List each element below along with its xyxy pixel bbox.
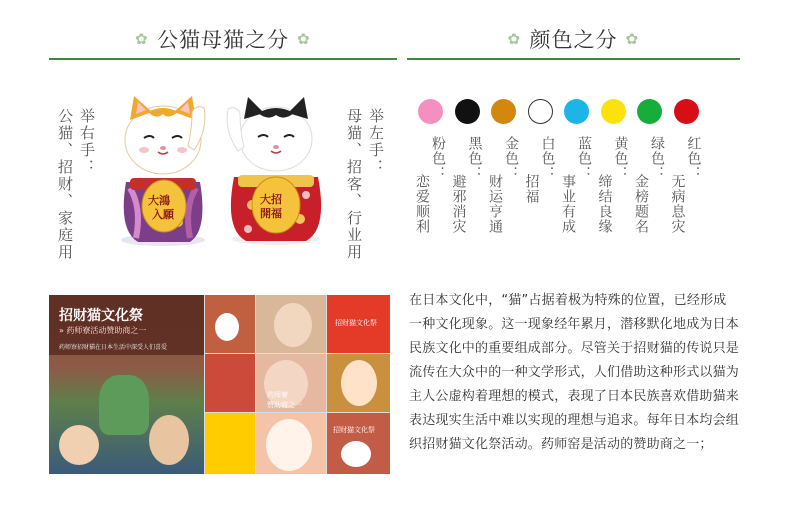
flower-icon: ✿ [625,30,639,48]
female-lucky-cat-image [218,95,336,245]
section-title-color: 颜色之分 [529,28,618,52]
color-meaning: 财运亨通 [487,174,503,234]
culture-description: 在日本文化中，“猫”占据着极为特殊的位置，已经形成一种文化现象。这一现象经年累月，潜移默化地成为日本民族文化中的重要组成部分。尽管关于招财猫的传说只是流传在大众中的一种文学形式，人们借助这种形式以猫为主人公虚构着理想的模式，表现了日本民族喜欢借助猫来表达现实生活中难以实现的理想与追求。每年日本均会组织招财猫文化祭活动。药师窑是活动的赞助商之一； [409,293,740,452]
divider-line [407,58,740,60]
banner-2-line1: 药师寮 [267,391,288,399]
color-swatch [637,99,662,124]
flower-icon: ✿ [135,30,148,48]
color-name: 粉色： [430,136,446,181]
male-lucky-cat-image [108,90,218,248]
color-swatch [601,99,626,124]
svg-text:大鴻: 大鴻 [148,194,170,207]
banner-1-text: 招财猫文化祭 [335,319,377,327]
color-meaning: 避邪消灾 [450,174,467,234]
festival-photo-2 [205,354,255,412]
color-name: 绿色： [649,136,665,181]
svg-text:大招: 大招 [260,193,282,206]
color-name: 白色： [539,136,556,181]
face-paint-photo-4 [256,413,326,474]
left-hand-label: 举左手： [367,108,385,176]
banner-2-text [267,390,302,410]
section-header-gender [49,22,397,56]
right-hand-desc: 公猫、招财、家庭用 [56,108,74,261]
color-swatch [674,99,699,124]
color-name: 黄色： [612,136,629,181]
color-swatch [491,99,516,124]
banner-3-text: 招财猫文化祭 [333,426,375,434]
banner-2-line2: 赞助商之一 [267,401,302,409]
festival-photo-main [49,295,204,474]
collage-caption: 药师寮招财猫在日本生活中深受人们喜爱 [59,344,168,351]
face-paint-photo-3 [327,354,390,412]
color-swatch [455,99,480,124]
flower-icon: ✿ [507,30,521,48]
collage-subtitle: » 药师寮活动赞助商之一 [59,326,147,335]
color-name: 金色： [503,136,519,181]
color-meaning: 缔结良缘 [596,174,613,234]
color-meaning: 金榜题名 [633,174,649,234]
festival-banner-3 [327,413,390,474]
section-title-gender: 公猫母猫之分 [157,28,289,52]
festival-photo-collage [49,295,390,474]
left-hand-desc: 母猫、招客、行业用 [345,108,363,261]
color-name: 黑色： [466,136,483,181]
svg-text:入願: 入願 [152,208,174,221]
svg-text:開福: 開福 [260,207,282,220]
color-meaning: 事业有成 [560,174,576,234]
right-hand-label: 举右手： [78,108,96,176]
divider-line [49,58,397,60]
color-swatch [418,99,443,124]
color-swatch [564,99,589,124]
color-name: 红色： [685,136,702,181]
festival-yellow-block [205,413,255,474]
color-name: 蓝色： [576,136,592,181]
color-meaning: 无病息灾 [669,174,686,234]
color-swatch [528,99,553,124]
flower-icon: ✿ [297,30,310,48]
festival-photo-cats [205,295,255,353]
section-header-color [407,22,740,56]
color-meaning: 恋爱顺利 [414,174,430,234]
collage-title: 招财猫文化祭 [59,308,143,324]
face-paint-photo-1 [256,295,326,353]
festival-banner-1 [327,295,390,353]
color-meaning: 招福 [523,174,540,204]
